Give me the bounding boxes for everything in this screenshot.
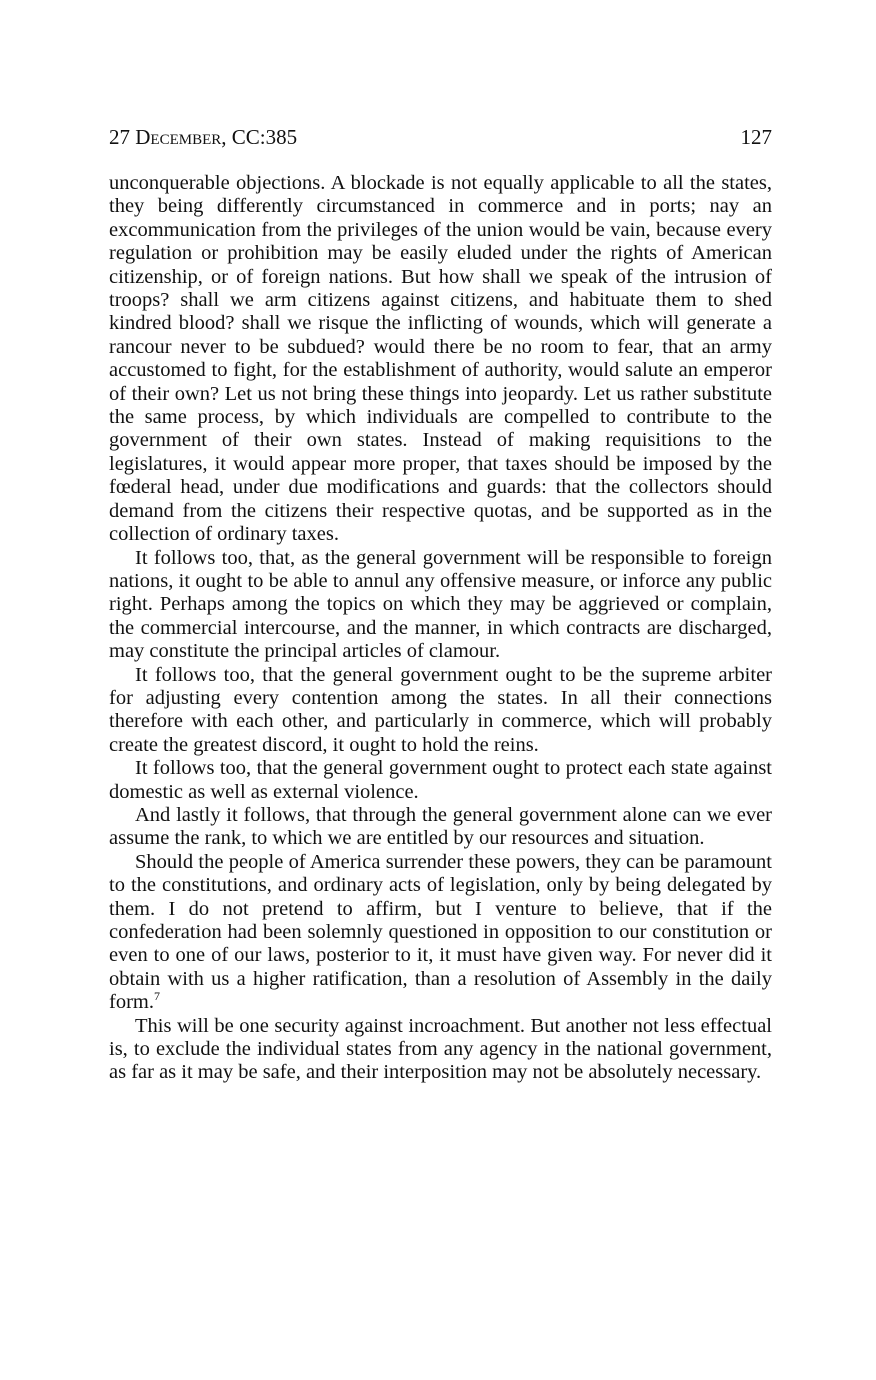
paragraph-continued: unconquerable objections. A blockade is not equally applicable to all the states, they being differently circumstanced in commerce and in ports; nay an excommunication from the privileges of the union would be vain, because every regulation or prohibition may be easily eluded under the rights of American citizenship, or of foreign nations. But how shall we speak of the intrusion of troops? shall we arm citizens against citizens, and habituate them to shed kindred blood? shall we risque the inflicting of wounds, which will generate a rancour never to be subdued? would there be no room to fear, that an army accustomed to fight, for the establishment of authority, would salute an emperor of their own? Let us not bring these things into jeopardy. Let us rather substitute the same process, by which individuals are compelled to contribute to the government of their own states. Instead of making requisitions to the legislatures, it would appear more proper, that taxes should be imposed by the fœderal head, under due modifications and guards: that the collectors should demand from the citizens their respective quotas, and be supported as in the collection of ordinary taxes. xyxy=(109,172,772,546)
paragraph-with-footnote xyxy=(109,851,772,1015)
paragraph: It follows too, that the general government ought to protect each state against domestic as well as external violence. xyxy=(109,757,772,803)
paragraph: This will be one security against incroachment. But another not less effectual is, to exclude the individual states from any agency in the national government, as far as it may be safe, and their interposition may not be absolutely necessary. xyxy=(109,1014,772,1084)
footnote-reference[interactable]: 7 xyxy=(153,989,160,1004)
paragraph: It follows too, that, as the general government will be responsible to foreign nations, it ought to be able to annul any offensive measure, or inforce any public right. Perhaps among the topics on which they may be aggrieved or complain, the commercial intercourse, and the manner, in which contracts are discharged, may constitute the principal articles of clamour. xyxy=(109,546,772,663)
running-head-day: 27 xyxy=(109,125,130,149)
page-number: 127 xyxy=(740,125,772,149)
paragraph: And lastly it follows, that through the general government alone can we ever assume the rank, to which we are entitled by our resources and situation. xyxy=(109,803,772,850)
document-page xyxy=(109,124,772,1085)
running-head-month: December xyxy=(135,125,222,149)
running-head xyxy=(109,124,772,150)
body-text xyxy=(109,172,772,1085)
running-head-document-id: , CC:385 xyxy=(221,125,298,149)
running-head-title xyxy=(109,124,297,150)
paragraph-text: Should the people of America surrender these powers, they can be paramount to the constitutions, and ordinary acts of legislation, only by being delegated by them. I do not pretend to affirm, but I venture to believe, that if the confederation had been solemnly questioned in opposition to our constitution or even to one of our laws, posterior to it, it must have given way. For never did it obtain with us a higher ratification, than a resolution of Assembly in the daily form. xyxy=(109,850,772,1014)
paragraph: It follows too, that the general government ought to be the supreme arbiter for adjusting every contention among the states. In all their connections therefore with each other, and particularly in commerce, which will probably create the greatest discord, it ought to hold the reins. xyxy=(109,663,772,756)
